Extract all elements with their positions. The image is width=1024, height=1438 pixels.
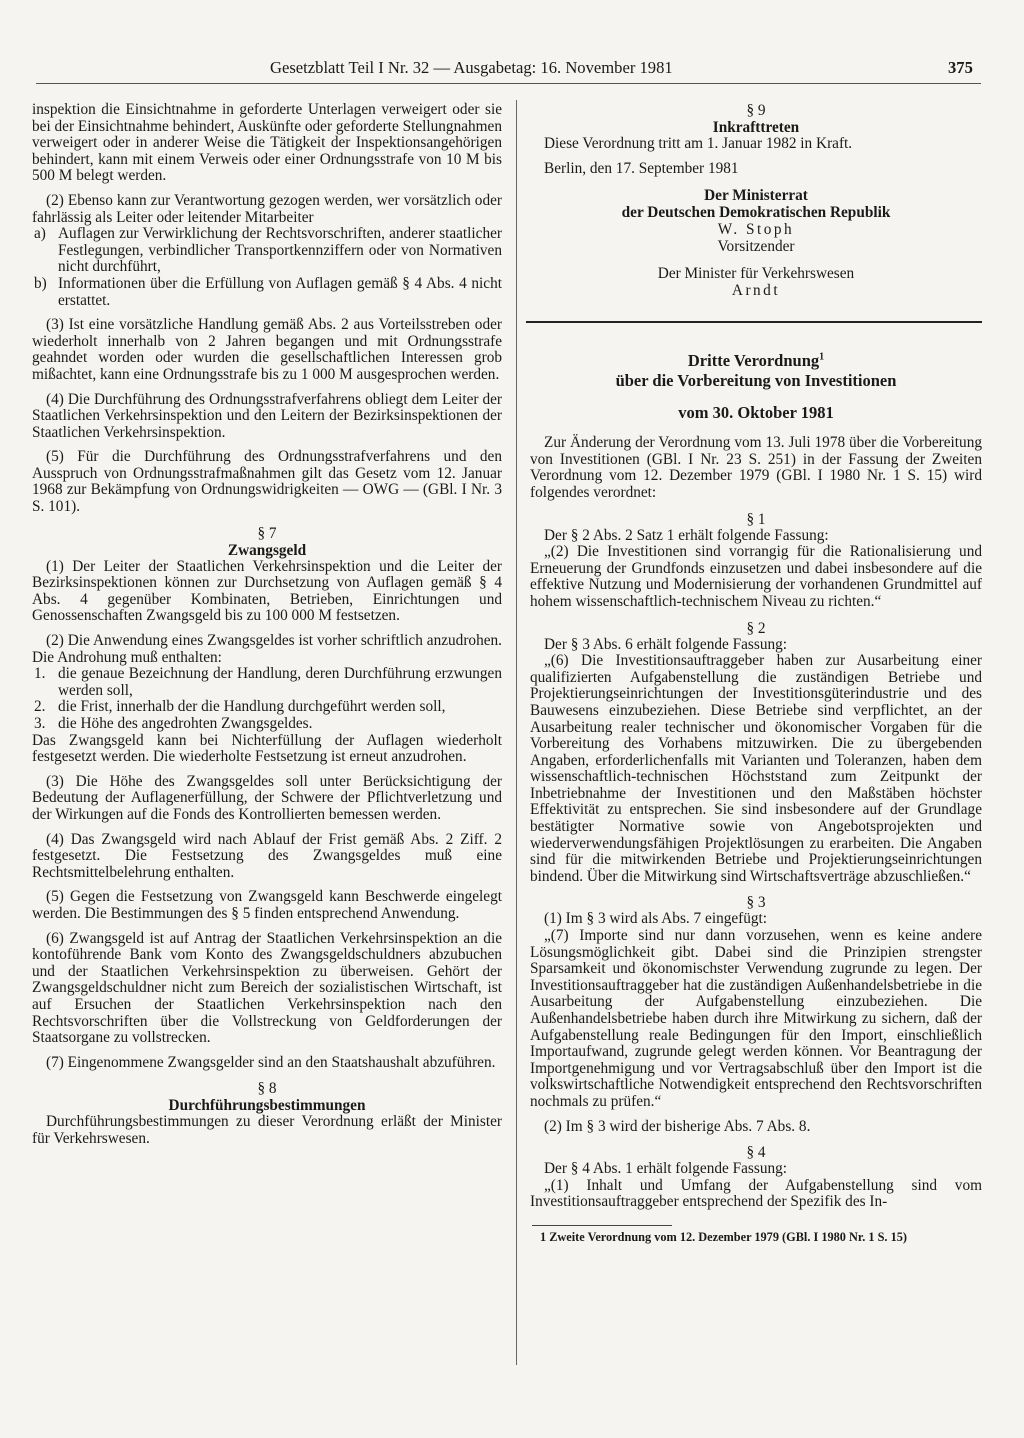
section-1-lead: Der § 2 Abs. 2 Satz 1 erhält folgende Fassung: [544,526,829,544]
paragraph-continued: inspektion die Einsichtnahme in geforderte Unterlagen verweigert oder sie bei der Einsichtnahme behindert, Auskünfte oder geforderte Stellungnahmen verweigert oder in anderer Weise die Tätigkeit der Inspektionsangehörigen behindert, kann mit einem Verweis oder einer Ordnungsstrafe von 10 M bis 500 M belegt werden. [32,101,502,185]
signature-block-2 [530,265,982,299]
paragraph-7-2-tail: Das Zwangsgeld kann bei Nichterfüllung der Auflagen wiederholt festgesetzt werden. Die wiederholte Festsetzung ist erneut anzudrohen. [32,731,502,766]
signature-block-1 [530,187,982,255]
signatory-role: Vorsitzender [717,238,795,256]
left-column [32,102,502,1147]
signatory-org: Der Ministerrat [704,187,808,205]
list-item [32,699,502,716]
paragraph-6-2: (2) Ebenso kann zur Verantwortung gezogen werden, wer vorsätzlich oder fahrlässig als Leiter oder leitender Mitarbeiter [32,191,502,226]
footnote-ref: 1 [819,351,825,363]
list-marker: 3. [34,715,46,732]
section-3-quote: „(7) Importe sind nur dann vorzusehen, wenn es keine andere Lösungsmöglichkeit gibt. Dabei sind die Prinzipien strengster Sparsamkeit und ökonomischster Verwendung zugrunde zu legen. Der Investitionsauftraggeber hat die zuständigen Außenhandelsbetriebe in die Ausarbeitung der Aufgabenstellung einzubeziehen. Die Außenhandelsbetriebe haben durch ihre Mitwirkung zu sichern, daß der Aufgabenstellung reale Bedingungen für den Import, einschließlich Importaufwand, zugrunde gelegt werden können. Vor Beantragung der Importgenehmigung und vor Vertragsabschluß über den Import ist die volkswirtschaftliche Notwendigkeit entsprechend den Rechtsvorschriften nochmals zu prüfen.“ [530,927,982,1110]
preamble: Zur Änderung der Verordnung vom 13. Juli 1978 über die Vorbereitung von Investitionen (GBl. I Nr. 23 S. 251) in der Fassung der Zweiten Verordnung vom 12. Dezember 1979 (GBl. I 1980 Nr. 1 S. 15) wird folgendes verordnet: [530,434,982,501]
section-8-title: Durchführungsbestimmungen [168,1097,366,1115]
list-item [32,276,502,309]
list-text: Informationen über die Erfüllung von Auflagen gemäß § 4 Abs. 4 nicht erstattet. [58,274,502,309]
section-4-lead: Der § 4 Abs. 1 erhält folgende Fassung: [544,1160,788,1178]
document-title [530,351,982,371]
list-item [32,716,502,733]
header-divider [36,83,981,84]
list-text: die genaue Bezeichnung der Handlung, deren Durchführung erzwungen werden soll, [58,665,502,699]
list-item [32,226,502,276]
section-3-paragraph-2: (2) Im § 3 wird der bisherige Abs. 7 Abs. 8. [544,1117,811,1135]
paragraph-8-1: Durchführungsbestimmungen zu dieser Verordnung erläßt der Minister für Verkehrswesen. [32,1113,502,1147]
section-3-lead: (1) Im § 3 wird als Abs. 7 eingefügt: [544,910,768,928]
section-8-number: § 8 [257,1080,277,1098]
list-marker: 2. [34,698,46,716]
paragraph-7-2: (2) Die Anwendung eines Zwangsgeldes ist vorher schriftlich anzudrohen. Die Androhung muß enthalten: [32,632,502,666]
signatory-name: W. Stoph [717,221,795,239]
running-header: Gesetzblatt Teil I Nr. 32 — Ausgabetag: 16. November 1981 [270,58,673,77]
paragraph-6-4: (4) Die Durchführung des Ordnungsstrafverfahrens obliegt dem Leiter der Staatlichen Verkehrsinspektion und den Leitern der Bezirksinspektionen der Staatlichen Verkehrsinspektion. [32,390,502,441]
document-title-line1: Dritte Verordnung [687,351,820,371]
section-7-title: Zwangsgeld [227,541,307,559]
list-marker: a) [34,225,46,243]
list-text: die Frist, innerhalb der die Handlung durchgeführt werden soll, [58,698,446,716]
paragraph-7-3: (3) Die Höhe des Zwangsgeldes soll unter Berücksichtigung der Bedeutung der Auflagenerfüllung, der Schwere der Pflichtverletzung und der Wirkungen auf die Fonds des Kontrollierten bemessen werden. [32,772,502,823]
paragraph-6-3: (3) Ist eine vorsätzliche Handlung gemäß Abs. 2 aus Vorteilsstreben oder wiederholt innerhalb von 2 Jahren begangen und mit Ordnungsstrafe geahndet worden oder wurden die gesellschaftlichen Interessen grob mißachtet, kann eine Ordnungsstrafe bis zu 1 000 M ausgesprochen werden. [32,316,502,383]
paragraph-7-5: (5) Gegen die Festsetzung von Zwangsgeld kann Beschwerde eingelegt werden. Die Bestimmungen des § 5 finden entsprechend Anwendung. [32,888,502,922]
section-7-number: § 7 [257,524,277,542]
section-4-quote: „(1) Inhalt und Umfang der Aufgabenstellung sind vom Investitionsauftraggeber entsprechend der Spezifik des In- [530,1176,982,1211]
list-marker: b) [34,274,47,292]
footnote-divider [532,1225,672,1226]
section-2-lead: Der § 3 Abs. 6 erhält folgende Fassung: [544,635,788,653]
column-divider [516,100,517,1365]
section-1-number: § 1 [746,510,766,528]
section-2-number: § 2 [746,619,766,637]
page-number: 375 [948,58,973,77]
paragraph-7-7: (7) Eingenommene Zwangsgelder sind an den Staatshaushalt abzuführen. [46,1053,496,1071]
signatory-org-line2: der Deutschen Demokratischen Republik [621,204,891,222]
document-date: vom 30. Oktober 1981 [678,403,834,423]
signatory-name: Arndt [731,282,781,300]
section-1-quote: „(2) Die Investitionen sind vorrangig für die Rationalisierung und Erneuerung der Grundfonds einzusetzen und dabei insbesondere auf die effektive Nutzung und Modernisierung der vorhandenen Grundmittel auf hohem wissenschaftlich-technischem Niveau zu richten.“ [530,543,982,610]
paragraph-7-4: (4) Das Zwangsgeld wird nach Ablauf der Frist gemäß Abs. 2 Ziff. 2 festgesetzt. Die Festsetzung des Zwangsgeldes muß eine Rechtsmittelbelehrung enthalten. [32,830,502,881]
section-9-number: § 9 [746,102,766,119]
section-2-quote: „(6) Die Investitionsauftraggeber haben zur Ausarbeitung einer qualifizierten Aufgabenstellung die zuständigen Betriebe und Projektierungseinrichtungen der Investitionsgüterindustrie und des Bauwesens einzubeziehen. Diese Betriebe sind verpflichtet, an der Ausarbeitung realer technischer und ökonomischer Vorgaben für die Vorbereitung des Vorhabens mitzuwirken. Die zu übergebenden Angaben, erforderlichenfalls mit Varianten und Toleranzen, haben dem wissenschaftlich-technischen Höchststand zum Zeitpunkt der Inbetriebnahme der Investitionen und den Maßstäben höchster Effektivität zu entsprechen. Sie sind insbesondere auf der Grundlage bestätigter Normative sowie von Angebotsprojekten und wiederverwendungsfähigen Projektlösungen zu erarbeiten. Die Angaben sind für die mitwirkenden Betriebe und Projektierungseinrichtungen bindend. Über die Mitwirkung sind Wirtschaftsverträge abzuschließen.“ [530,652,982,885]
footnote: 1 Zweite Verordnung vom 12. Dezember 1979 (GBl. I 1980 Nr. 1 S. 15) [540,1229,907,1244]
section-3-number: § 3 [746,894,766,912]
section-9-title: Inkrafttreten [712,119,800,136]
section-4-number: § 4 [746,1144,766,1162]
document-title-line2: über die Vorbereitung von Investitionen [615,371,897,391]
list-text: Auflagen zur Verwirklichung der Rechtsvorschriften, anderer staatlicher Festlegungen, verbindlicher Transportkennziffern oder von Normativen nicht durchführt, [58,225,502,276]
paragraph-7-1: (1) Der Leiter der Staatlichen Verkehrsinspektion und die Leiter der Bezirksinspektionen können zur Durchsetzung von Auflagen gemäß § 4 Abs. 4 gegenüber Kombinaten, Betrieben, Einrichtungen und Genossenschaften Zwangsgeld bis zu 100 000 M festsetzen. [32,557,502,625]
paragraph-9: Diese Verordnung tritt am 1. Januar 1982 in Kraft. [544,135,853,152]
list-marker: 1. [34,665,46,683]
paragraph-6-5: (5) Für die Durchführung des Ordnungsstrafverfahrens und den Ausspruch von Ordnungsstrafmaßnahmen gilt das Gesetz vom 12. Januar 1968 zur Bekämpfung von Ordnungswidrigkeiten — OWG — (GBl. I Nr. 3 S. 101). [32,448,502,516]
right-column [530,102,982,1244]
document-separator [526,321,982,323]
list-text: die Höhe des angedrohten Zwangsgeldes. [58,715,313,732]
list-item [32,666,502,699]
paragraph-7-6: (6) Zwangsgeld ist auf Antrag der Staatlichen Verkehrsinspektion an die kontoführende Bank vom Konto des Zwangsgeldschuldners abzubuchen und der Staatlichen Verkehrsinspektion zu überweisen. Gehört der Zwangsgeldschuldner nicht zum Bereich der sozialistischen Wirtschaft, ist auf Ersuchen der Staatlichen Verkehrsinspektion nach den Rechtsvorschriften über die Vollstreckung von Geldforderungen der Staatsorgane zu vollstrecken. [32,929,502,1047]
place-date: Berlin, den 17. September 1981 [544,159,739,177]
signatory-role: Der Minister für Verkehrswesen [657,265,855,283]
